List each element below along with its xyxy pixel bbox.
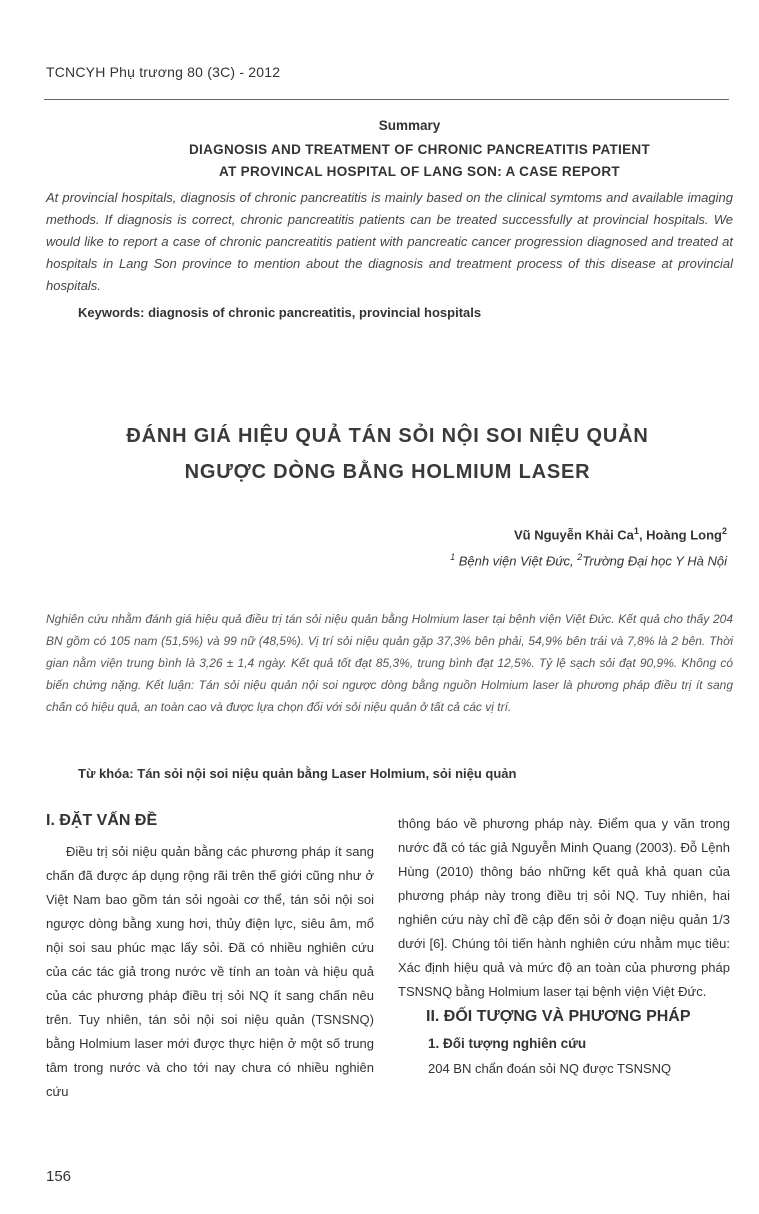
english-summary — [46, 118, 733, 320]
affiliation-2-sup: 2 — [577, 552, 583, 562]
english-keywords: Keywords: diagnosis of chronic pancreatitis, provincial hospitals — [78, 305, 482, 320]
section-2-text: 204 BN chẩn đoán sỏi NQ được TSNSNQ — [428, 1061, 672, 1076]
section-1-heading: I. ĐẶT VẤN ĐỀ — [46, 812, 158, 829]
section-2-subheading: 1. Đối tượng nghiên cứu — [428, 1036, 587, 1051]
authors — [514, 526, 727, 542]
affiliation-2: Trường Đại học Y Hà Nội — [582, 553, 727, 569]
author-2: , Hoàng Long — [638, 527, 722, 543]
running-header: TCNCYH Phụ trương 80 (3C) - 2012 — [46, 64, 281, 80]
section-1-right-text: thông báo về phương pháp này. Điểm qua y văn trong nước đã có tác giả Nguyễn Minh Quang (2003). Đỗ Lệnh Hùng (2010) thông báo những kết quả khả quan của phương pháp này trong điều trị sỏi NQ. Tuy nhiên, hai nghiên cứu này chỉ đề cập đến sỏi ở đoạn niệu quản 1/3 dưới [6]. Chúng tôi tiến hành nghiên cứu nhằm mục tiêu: Xác định hiệu quả và mức độ an toàn của phương pháp TSNSNQ bằng Holmium laser tại bệnh viện Việt Đức. — [398, 816, 730, 999]
author-2-sup: 2 — [721, 526, 727, 536]
vietnamese-abstract-text: Nghiên cứu nhằm đánh giá hiệu quả điều trị tán sỏi niệu quản bằng Holmium laser tại bệnh viện Việt Đức. Kết quả cho thấy 204 BN gồm có 105 nam (51,5%) và 99 nữ (48,5%). Vị trí sỏi niệu quản gặp 37,3% bên phải, 54,9% bên trái và 7,8% là 2 bên. Thời gian nằm viện trung bình là 3,26 ± 1,4 ngày. Kết quả tốt đạt 85,3%, trung bình đạt 12,5%. Tỷ lệ sạch sỏi đạt 90,9%. Không có biến chứng nặng. Kết luận: Tán sỏi niệu quản nội soi ngược dòng bằng nguồn Holmium laser là phương pháp điều trị ít sang chấn có hiệu quả, an toàn cao và được lựa chọn đối với sỏi niệu quản ở tất cả các vị trí. — [46, 612, 733, 714]
english-title-line-1: DIAGNOSIS AND TREATMENT OF CHRONIC PANCREATITIS PATIENT — [189, 142, 650, 157]
header-rule — [44, 99, 729, 100]
vietnamese-abstract — [46, 608, 733, 718]
left-column — [46, 812, 374, 1104]
affiliations — [450, 552, 727, 568]
english-title-line-2: AT PROVINCAL HOSPITAL OF LANG SON: A CASE REPORT — [219, 164, 620, 179]
english-abstract-text: At provincial hospitals, diagnosis of chronic pancreatitis is mainly based on the clinical symtoms and available imaging methods. If diagnosis is correct, chronic pancreatitis patients can be treated successfully at provincial hospitals. We would like to report a case of chronic pancreatitis patient with pancreatic cancer progression diagnosed and treated at hospitals in Lang Son province to mention about the diagnosis and treatment process of this disease at provincial hospitals. — [46, 190, 733, 293]
english-abstract — [46, 187, 733, 297]
section-2-heading: II. ĐỐI TƯỢNG VÀ PHƯƠNG PHÁP — [426, 1008, 691, 1025]
affiliation-1-sup: 1 — [450, 552, 456, 562]
section-1-left-text: Điều trị sỏi niệu quản bằng các phương pháp ít sang chấn đã được áp dụng rộng rãi trên thế giới cũng như ở Việt Nam bao gồm tán sỏi ngoài cơ thể, tán sỏi nội soi ngược dòng bằng xung hơi, thủy điện lực, siêu âm, mổ nội soi sau phúc mạc lấy sỏi. Đã có nhiều nghiên cứu của các tác giả trong nước về tính an toàn và hiệu quả của các phương pháp điều trị sỏi NQ ít sang chấn nêu trên. Tuy nhiên, tán sỏi nội soi niệu quản (TSNSNQ) bằng Holmium laser mới được thực hiện ở một số trung tâm trong nước và cho tới nay chưa có nhiều nghiên cứu — [46, 844, 374, 1099]
author-1: Vũ Nguyễn Khải Ca — [514, 527, 634, 543]
right-column — [398, 812, 730, 1081]
summary-heading: Summary — [378, 118, 441, 133]
affiliation-1: Bệnh viện Việt Đức, — [455, 553, 578, 569]
english-title — [106, 139, 733, 183]
article-title-line-1: ĐÁNH GIÁ HIỆU QUẢ TÁN SỎI NỘI SOI NIỆU QUẢN — [126, 425, 649, 447]
vietnamese-keywords: Từ khóa: Tán sỏi nội soi niệu quản bằng Laser Holmium, sỏi niệu quản — [78, 766, 517, 781]
article-title — [46, 418, 729, 490]
page-number: 156 — [46, 1168, 72, 1185]
author-1-sup: 1 — [633, 526, 639, 536]
article-title-line-2: NGƯỢC DÒNG BẰNG HOLMIUM LASER — [184, 461, 591, 483]
